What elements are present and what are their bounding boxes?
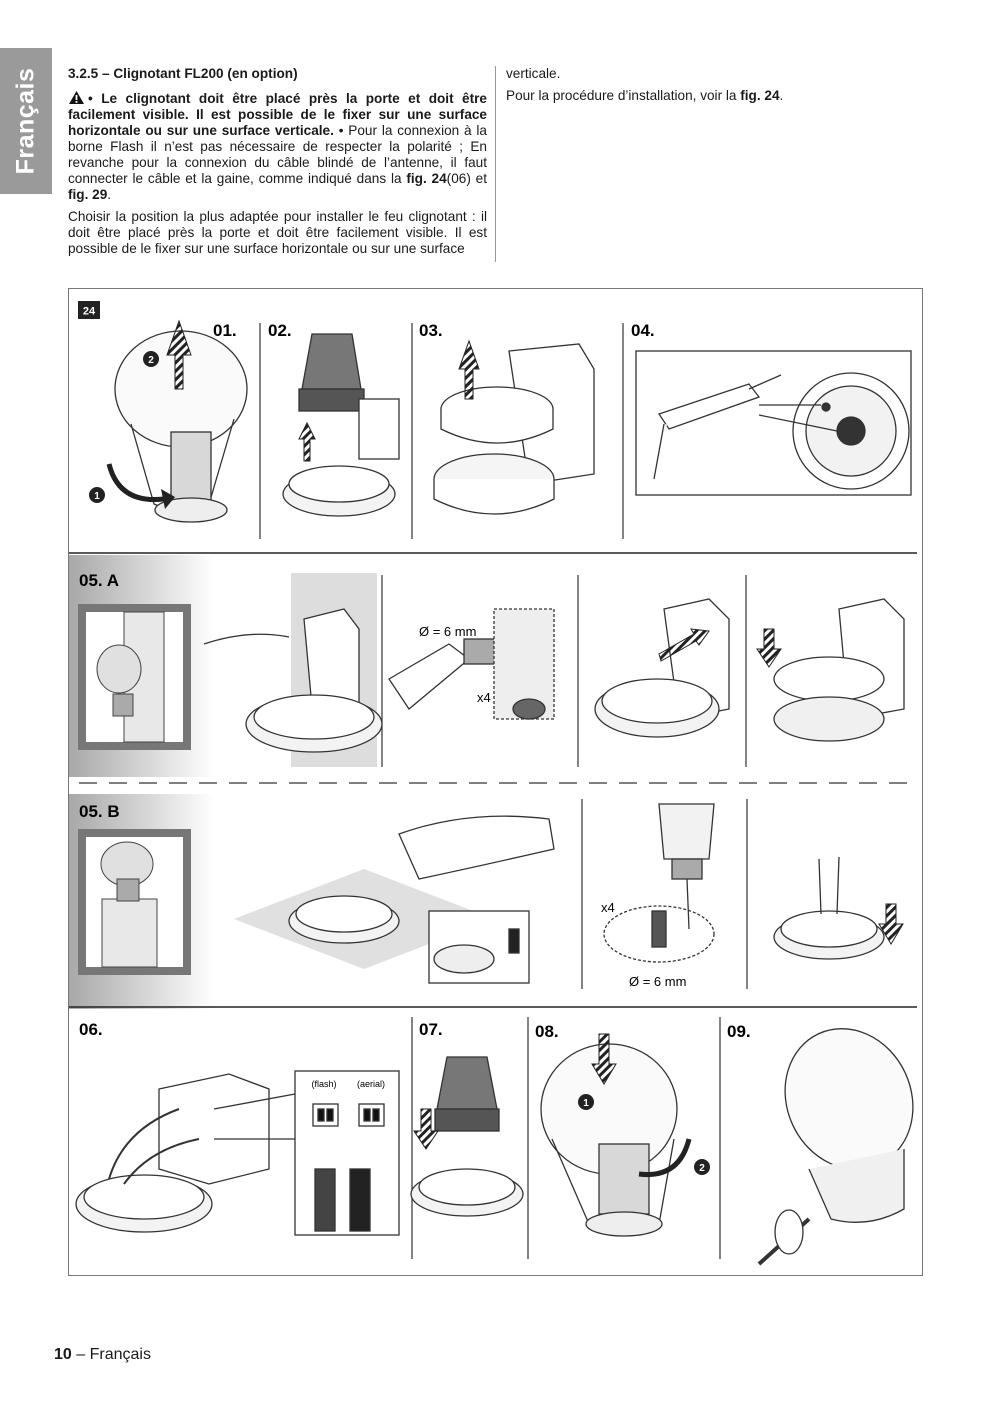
- step-03-label: 03.: [419, 321, 443, 340]
- step-02-label: 02.: [268, 321, 292, 340]
- right-text-column: [506, 66, 906, 110]
- figure-reference-06: (06) et: [446, 171, 487, 186]
- step-02-illustration: [283, 334, 399, 516]
- step-06-wiring: [76, 1071, 399, 1235]
- warning-triangle-icon: [68, 90, 85, 105]
- step-05a-down-arrow: [757, 629, 781, 667]
- step-09-illustration: [759, 1008, 924, 1264]
- step-01-label: 01.: [213, 321, 237, 340]
- step-05b-drill-diameter: Ø = 6 mm: [629, 974, 687, 989]
- terminal-aerial-label: (aerial): [356, 1079, 386, 1089]
- step-05a-fix-base: [595, 599, 729, 737]
- continuation-text: verticale.: [506, 66, 561, 81]
- procedure-end: .: [779, 88, 784, 103]
- step-05b-label: 05. B: [79, 802, 120, 821]
- column-divider: [495, 66, 496, 262]
- step-05a-label: 05. A: [79, 571, 120, 590]
- procedure-text: Pour la procédure d’installation, voir la: [506, 88, 741, 103]
- position-paragraph: Choisir la position la plus adaptée pour installer le feu clignotant : il doit être placé près la porte et doit être facilement visible. Il est possible de le fixer sur une surface horizontale ou sur une surface: [68, 209, 487, 256]
- step-04-illustration: [636, 351, 911, 495]
- step-03-illustration: [434, 344, 594, 514]
- step-09-label: 09.: [727, 1022, 751, 1041]
- installation-figure-24: [68, 288, 923, 1276]
- step-05a-thumbnail: [78, 604, 191, 750]
- step-05b-ground-mount: [234, 816, 554, 983]
- step-08-illustration: [541, 1044, 689, 1236]
- figure-reference-29: fig. 29: [68, 187, 108, 202]
- step-05b-thumbnail: [78, 829, 191, 975]
- language-tab-label: Français: [11, 67, 40, 175]
- step-05a-drill-diameter: Ø = 6 mm: [419, 624, 477, 639]
- left-text-column: [68, 66, 487, 263]
- step-02-insert-arrow: [299, 423, 315, 461]
- step-05b-quantity: x4: [601, 900, 615, 915]
- footer-language: – Français: [71, 1346, 151, 1363]
- step-01-badge-1-label: 1: [94, 491, 100, 502]
- page-footer: [54, 1346, 151, 1364]
- step-05b-drill: [604, 804, 714, 962]
- installation-diagram: [69, 289, 924, 1277]
- step-06-label: 06.: [79, 1020, 103, 1039]
- step-05a-wall-template: [204, 573, 382, 767]
- language-side-tab: [0, 48, 52, 194]
- step-01-badge-2-label: 2: [148, 355, 154, 366]
- step-05a-screw-assembly: [774, 599, 904, 741]
- step-07-label: 07.: [419, 1020, 443, 1039]
- step-08-label: 08.: [535, 1022, 559, 1041]
- figure-number: 24: [82, 305, 96, 318]
- warning-bold-text: • Le clignotant doit être placé près la porte et doit être facilement visible. Il est possible de le fixer sur une surface horizontale ou sur une surface verticale.: [68, 91, 487, 138]
- section-heading: 3.2.5 – Clignotant FL200 (en option): [68, 66, 298, 81]
- step-04-label: 04.: [631, 321, 655, 340]
- page-number: 10: [54, 1346, 72, 1363]
- step-08-badge-2-label: 2: [699, 1163, 705, 1174]
- step-05b-screw-fixing: [774, 857, 884, 959]
- warning-paragraph: [68, 90, 487, 203]
- procedure-paragraph: [506, 88, 906, 104]
- procedure-figure-ref: fig. 24: [740, 88, 780, 103]
- step-08-badge-1-label: 1: [583, 1098, 589, 1109]
- step-05a-quantity: x4: [477, 690, 491, 705]
- terminal-flash-label: (flash): [311, 1079, 337, 1089]
- figure-reference-24: fig. 24: [406, 171, 447, 186]
- warning-body-text: • Pour la connexion à la borne Flash il n’est pas nécessaire de respecter la polarité ; En revanche pour la connexion du câble blindé de l’antenne, il faut connecter le câble et la gaine, comme indiqué dans la: [68, 123, 487, 186]
- warning-end-punct: .: [107, 187, 112, 202]
